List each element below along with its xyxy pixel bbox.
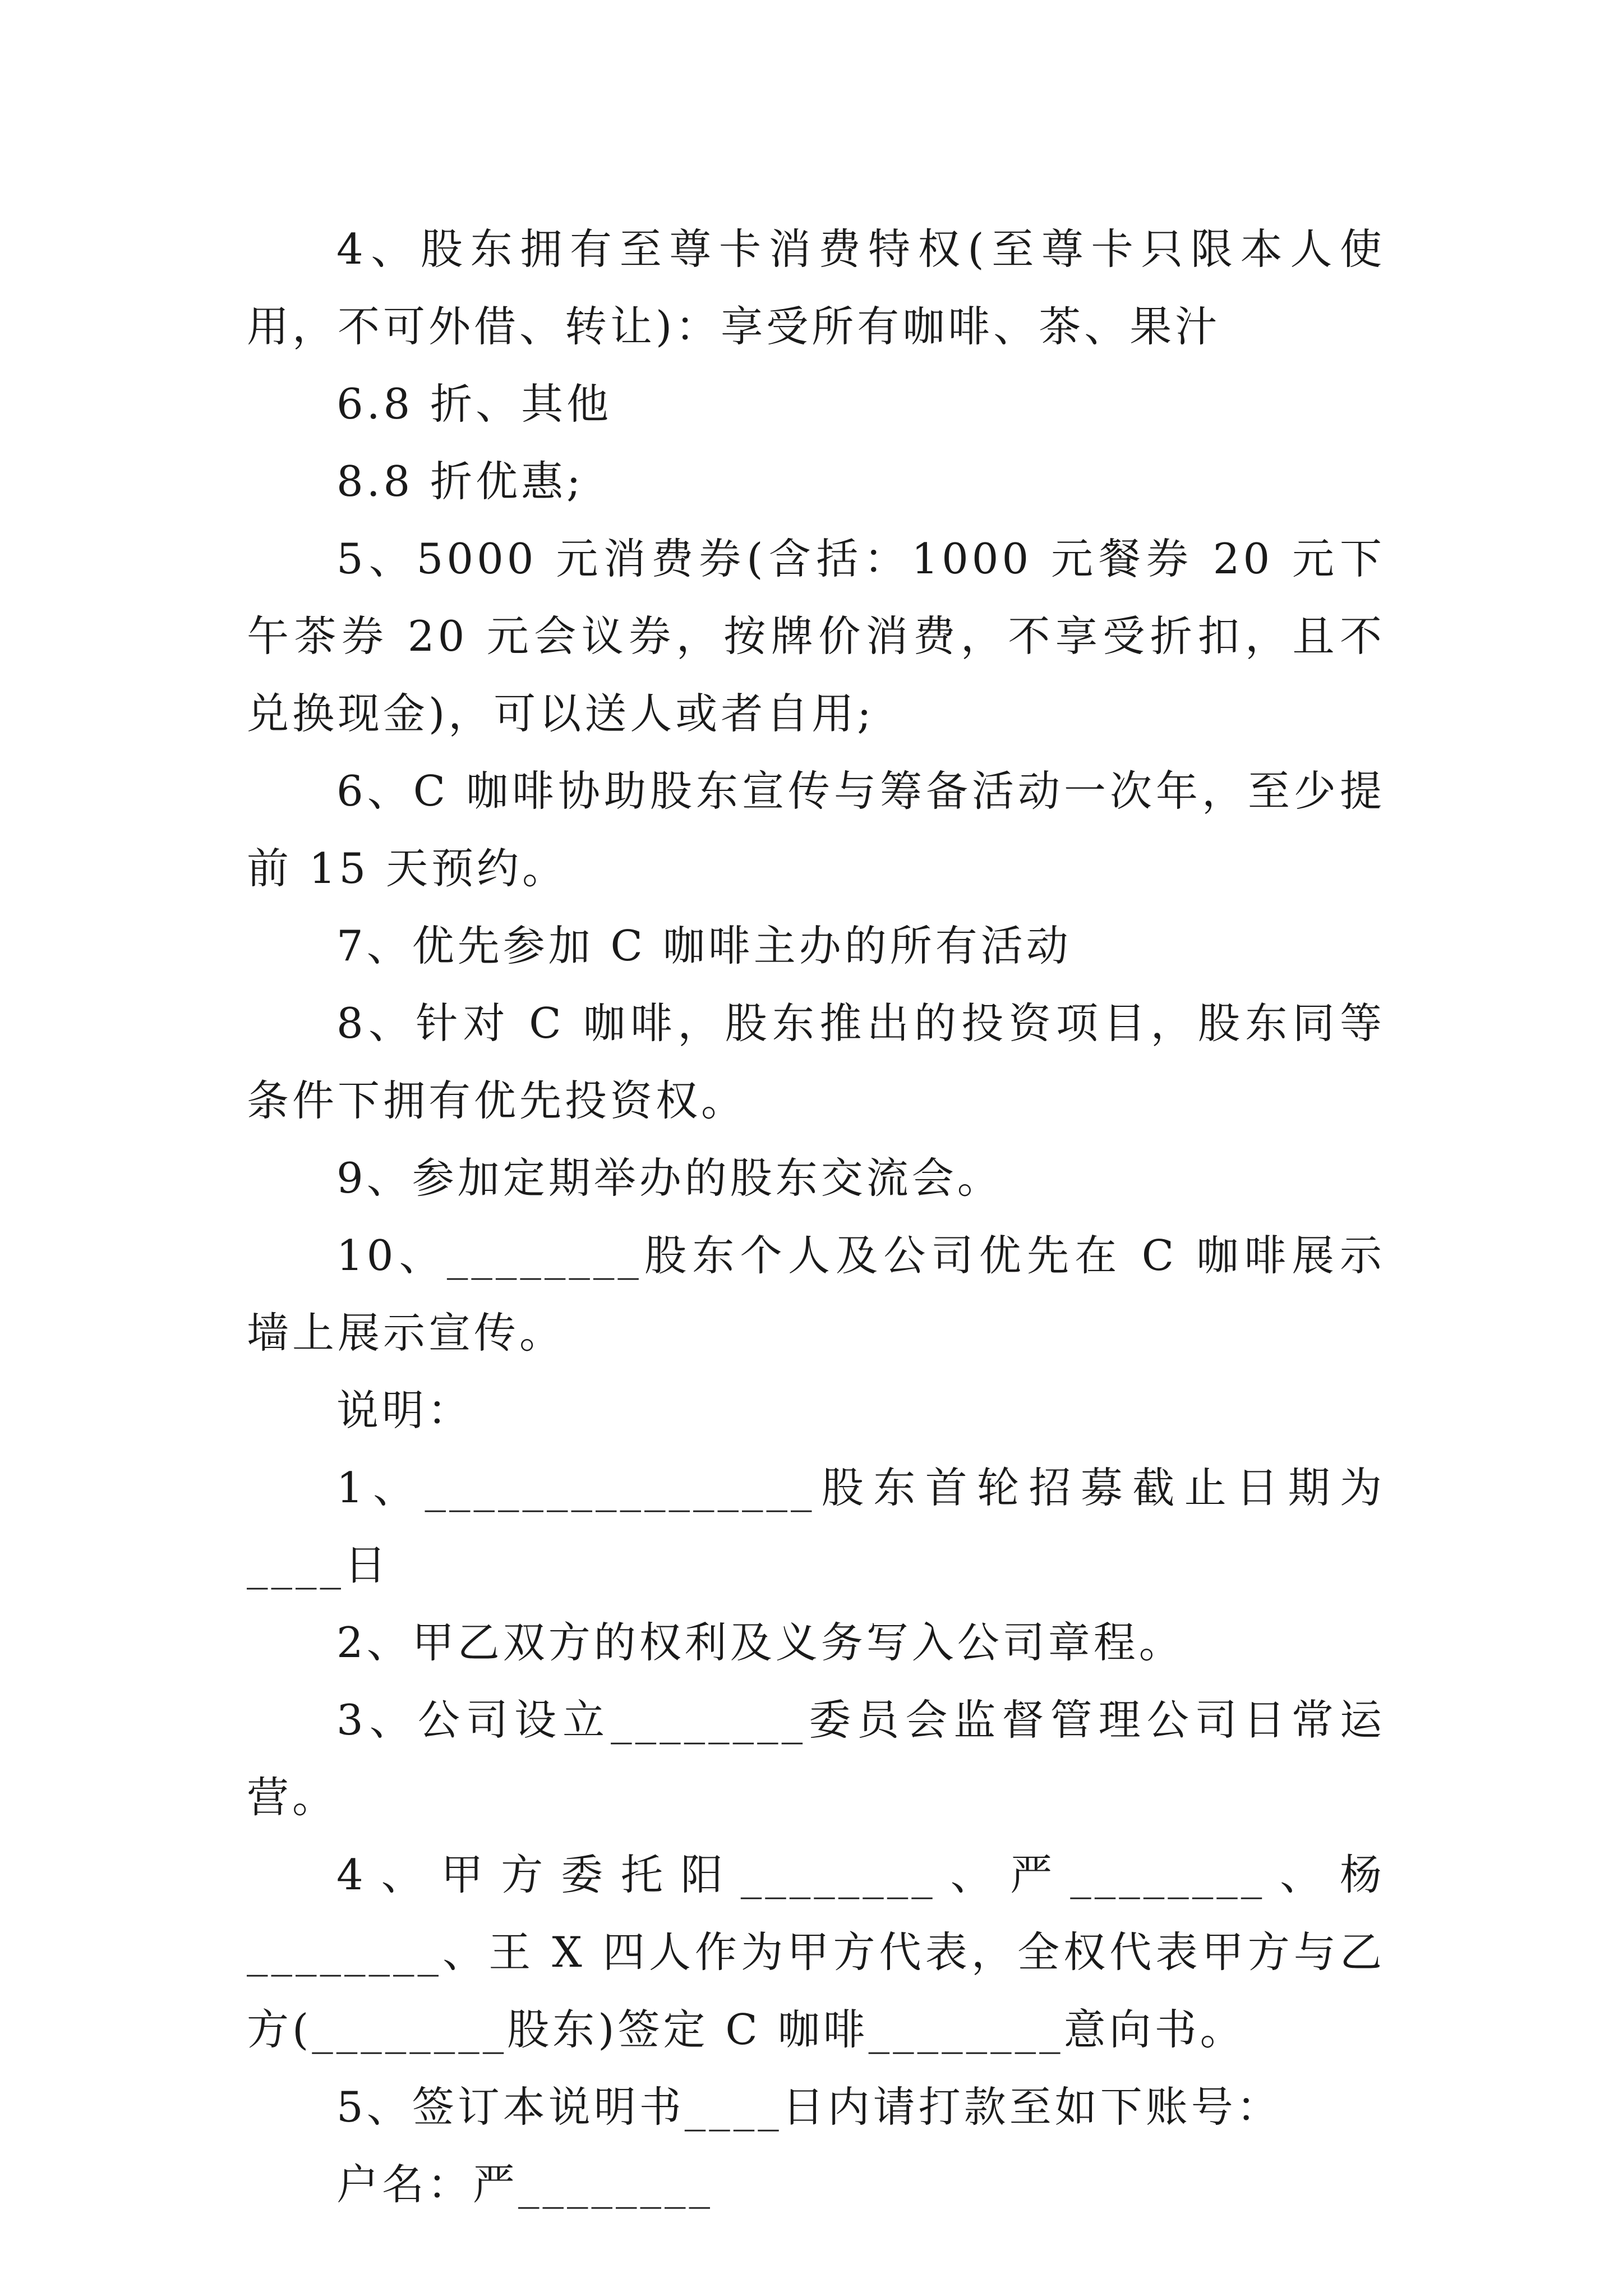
paragraph-benefit-7: 7、优先参加 C 咖啡主办的所有活动 (336, 921, 1072, 970)
paragraph-benefit-8: 8、针对 C 咖啡，股东推出的投资项目，股东同等条件下拥有优先投资权。 (247, 999, 1385, 1125)
paragraph-note-3: 3、公司设立________委员会监督管理公司日常运营。 (247, 1695, 1385, 1822)
section-heading-notes: 说明： (336, 1386, 473, 1435)
paragraph-benefit-10: 10、________股东个人及公司优先在 C 咖啡展示墙上展示宣传。 (247, 1231, 1385, 1358)
paragraph-note-1: 1、________________股东首轮招募截止日期为____日 (247, 1463, 1385, 1590)
paragraph-benefit-6: 6、C 咖啡协助股东宣传与筹备活动一次年，至少提前 15 天预约。 (247, 766, 1385, 893)
paragraph-note-2: 2、甲乙双方的权利及义务写入公司章程。 (336, 1618, 1184, 1667)
document-body (247, 210, 1385, 2223)
paragraph-benefit-4: 4、股东拥有至尊卡消费特权(至尊卡只限本人使用，不可外借、转让)：享受所有咖啡、茶、果汁 (247, 224, 1385, 351)
paragraph-discount-88: 8.8 折优惠; (336, 457, 584, 506)
paragraph-benefit-9: 9、参加定期举办的股东交流会。 (336, 1153, 1003, 1203)
paragraph-discount-68: 6.8 折、其他 (336, 379, 612, 429)
paragraph-note-5: 5、签订本说明书____日内请打款至如下账号： (336, 2082, 1282, 2132)
paragraph-account-name: 户名：严________ (336, 2160, 714, 2209)
paragraph-benefit-5: 5、5000 元消费券(含括：1000 元餐券 20 元下午茶券 20 元会议券，按牌价消费，不享受折扣，且不兑换现金)，可以送人或者自用; (247, 534, 1385, 738)
paragraph-note-4: 4、甲方委托阳________、严________、杨________、王 X 四人作为甲方代表，全权代表甲方与乙方(________股东)签定 C 咖啡________意向书。 (247, 1850, 1385, 2054)
